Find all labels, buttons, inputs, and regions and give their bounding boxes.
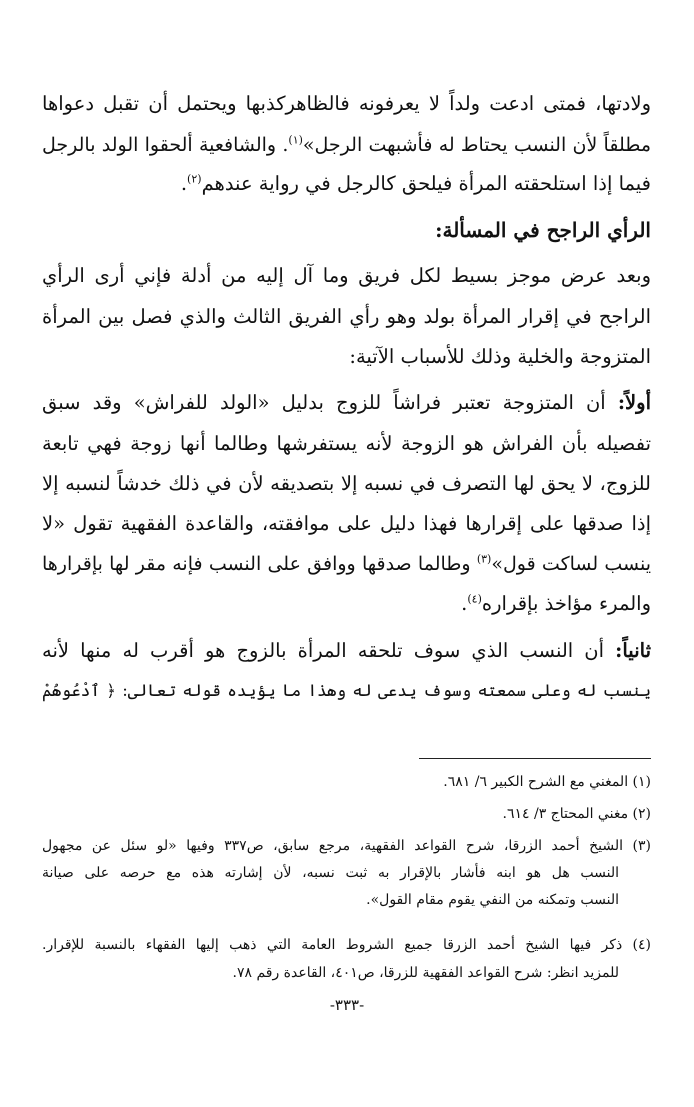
point-label: ثانياً: bbox=[615, 639, 651, 662]
body-line: إذا صدقها على إقرارها فهذا دليل على موافقته، والقاعدة الفقهية تقول «لا bbox=[42, 512, 651, 535]
body-line: للزوج، لا يحق لها التصرف في نسبه إلا بتصديقه لأن في ذلك خدشاً لنسبه إلا bbox=[42, 472, 651, 495]
body-line: المتزوجة والخلية وذلك للأسباب الآتية: bbox=[349, 345, 651, 368]
point-label: أولاً: bbox=[617, 391, 651, 414]
footnote-continuation: النسب هل هو ابنه فأشار بالإقرار به ثبت نسبه، لأن إشارته هذه مع حرصه على صيانة bbox=[42, 865, 619, 881]
footnote-ref: (٢) bbox=[187, 172, 202, 186]
body-line: تفصيله بأن الفراش هو الزوجة لأنه يستفرشها وطالما أنها زوجة فهي تابعة bbox=[42, 432, 651, 455]
body-line: مطلقاً لأن النسب يحتاط له فأشبهت الرجل»$^{(١)}$. والشافعية ألحقوا الولد بالرجل bbox=[42, 133, 652, 156]
body-line: ينسب له وعلى سمعته وسوف يدعى له وهذا ما يؤيده قوله تعالى: ﴿ ٱدْعُوهُمْ bbox=[42, 681, 651, 700]
footnote-separator bbox=[419, 758, 651, 759]
body-line: والمرء مؤاخذ بإقراره$^{(٤)}$. bbox=[461, 592, 651, 615]
body-line: أولاً: أن المتزوجة تعتبر فراشاً للزوج بدليل «الولد للفراش» وقد سبق bbox=[42, 391, 651, 414]
footnote-ref: (٣) bbox=[476, 552, 492, 566]
footnote-ref: (١) bbox=[288, 133, 303, 147]
body-line: الراجح في إقرار المرأة بولد وهو رأي الفريق الثالث والذي فصل بين المرأة bbox=[42, 305, 651, 328]
footnote-ref: (٤) bbox=[467, 592, 482, 606]
body-line: ولادتها، فمتى ادعت ولداً لا يعرفونه فالظاهركذبها ويحتمل أن تقبل دعواها bbox=[42, 92, 651, 115]
body-line: ثانياً: أن النسب الذي سوف تلحقه المرأة بالزوج هو أقرب له منها لأنه bbox=[42, 639, 651, 662]
section-heading: الرأي الراجح في المسألة: bbox=[435, 218, 651, 242]
footnote: (٤) ذكر فيها الشيخ أحمد الزرقا جميع الشروط العامة التي ذهب إليها الفقهاء بالنسبة للإقرار. bbox=[42, 937, 651, 953]
footnote: (٣) الشيخ أحمد الزرقا، شرح القواعد الفقهية، مرجع سابق، ص٣٣٧ وفيها «لو سئل عن مجهول bbox=[42, 838, 651, 854]
body-line: وبعد عرض موجز بسيط لكل فريق وما آل إليه من أدلة فإني أرى الرأي bbox=[42, 264, 651, 287]
footnote-continuation: للمزيد انظر: شرح القواعد الفقهية للزرقا، ص٤٠١، القاعدة رقم ٧٨. bbox=[232, 965, 619, 981]
footnote: (٢) مغني المحتاج ٣/ ٦١٤. bbox=[502, 806, 651, 822]
body-line: فيما إذا استلحقته المرأة فيلحق كالرجل في رواية عندهم$^{(٢)}$. bbox=[180, 172, 651, 195]
page-number: -٣٣٣- bbox=[329, 996, 365, 1014]
body-line: ينسب لساكت قول»$^{(٣)}$ وطالما صدقها ووافق على النسب فإنه مقر لها بإقرارها bbox=[42, 552, 652, 575]
footnote-continuation: النسب وتمكنه من النفي يقوم مقام القول». bbox=[366, 892, 619, 908]
footnote: (١) المغني مع الشرح الكبير ٦/ ٦٨١. bbox=[443, 774, 651, 790]
